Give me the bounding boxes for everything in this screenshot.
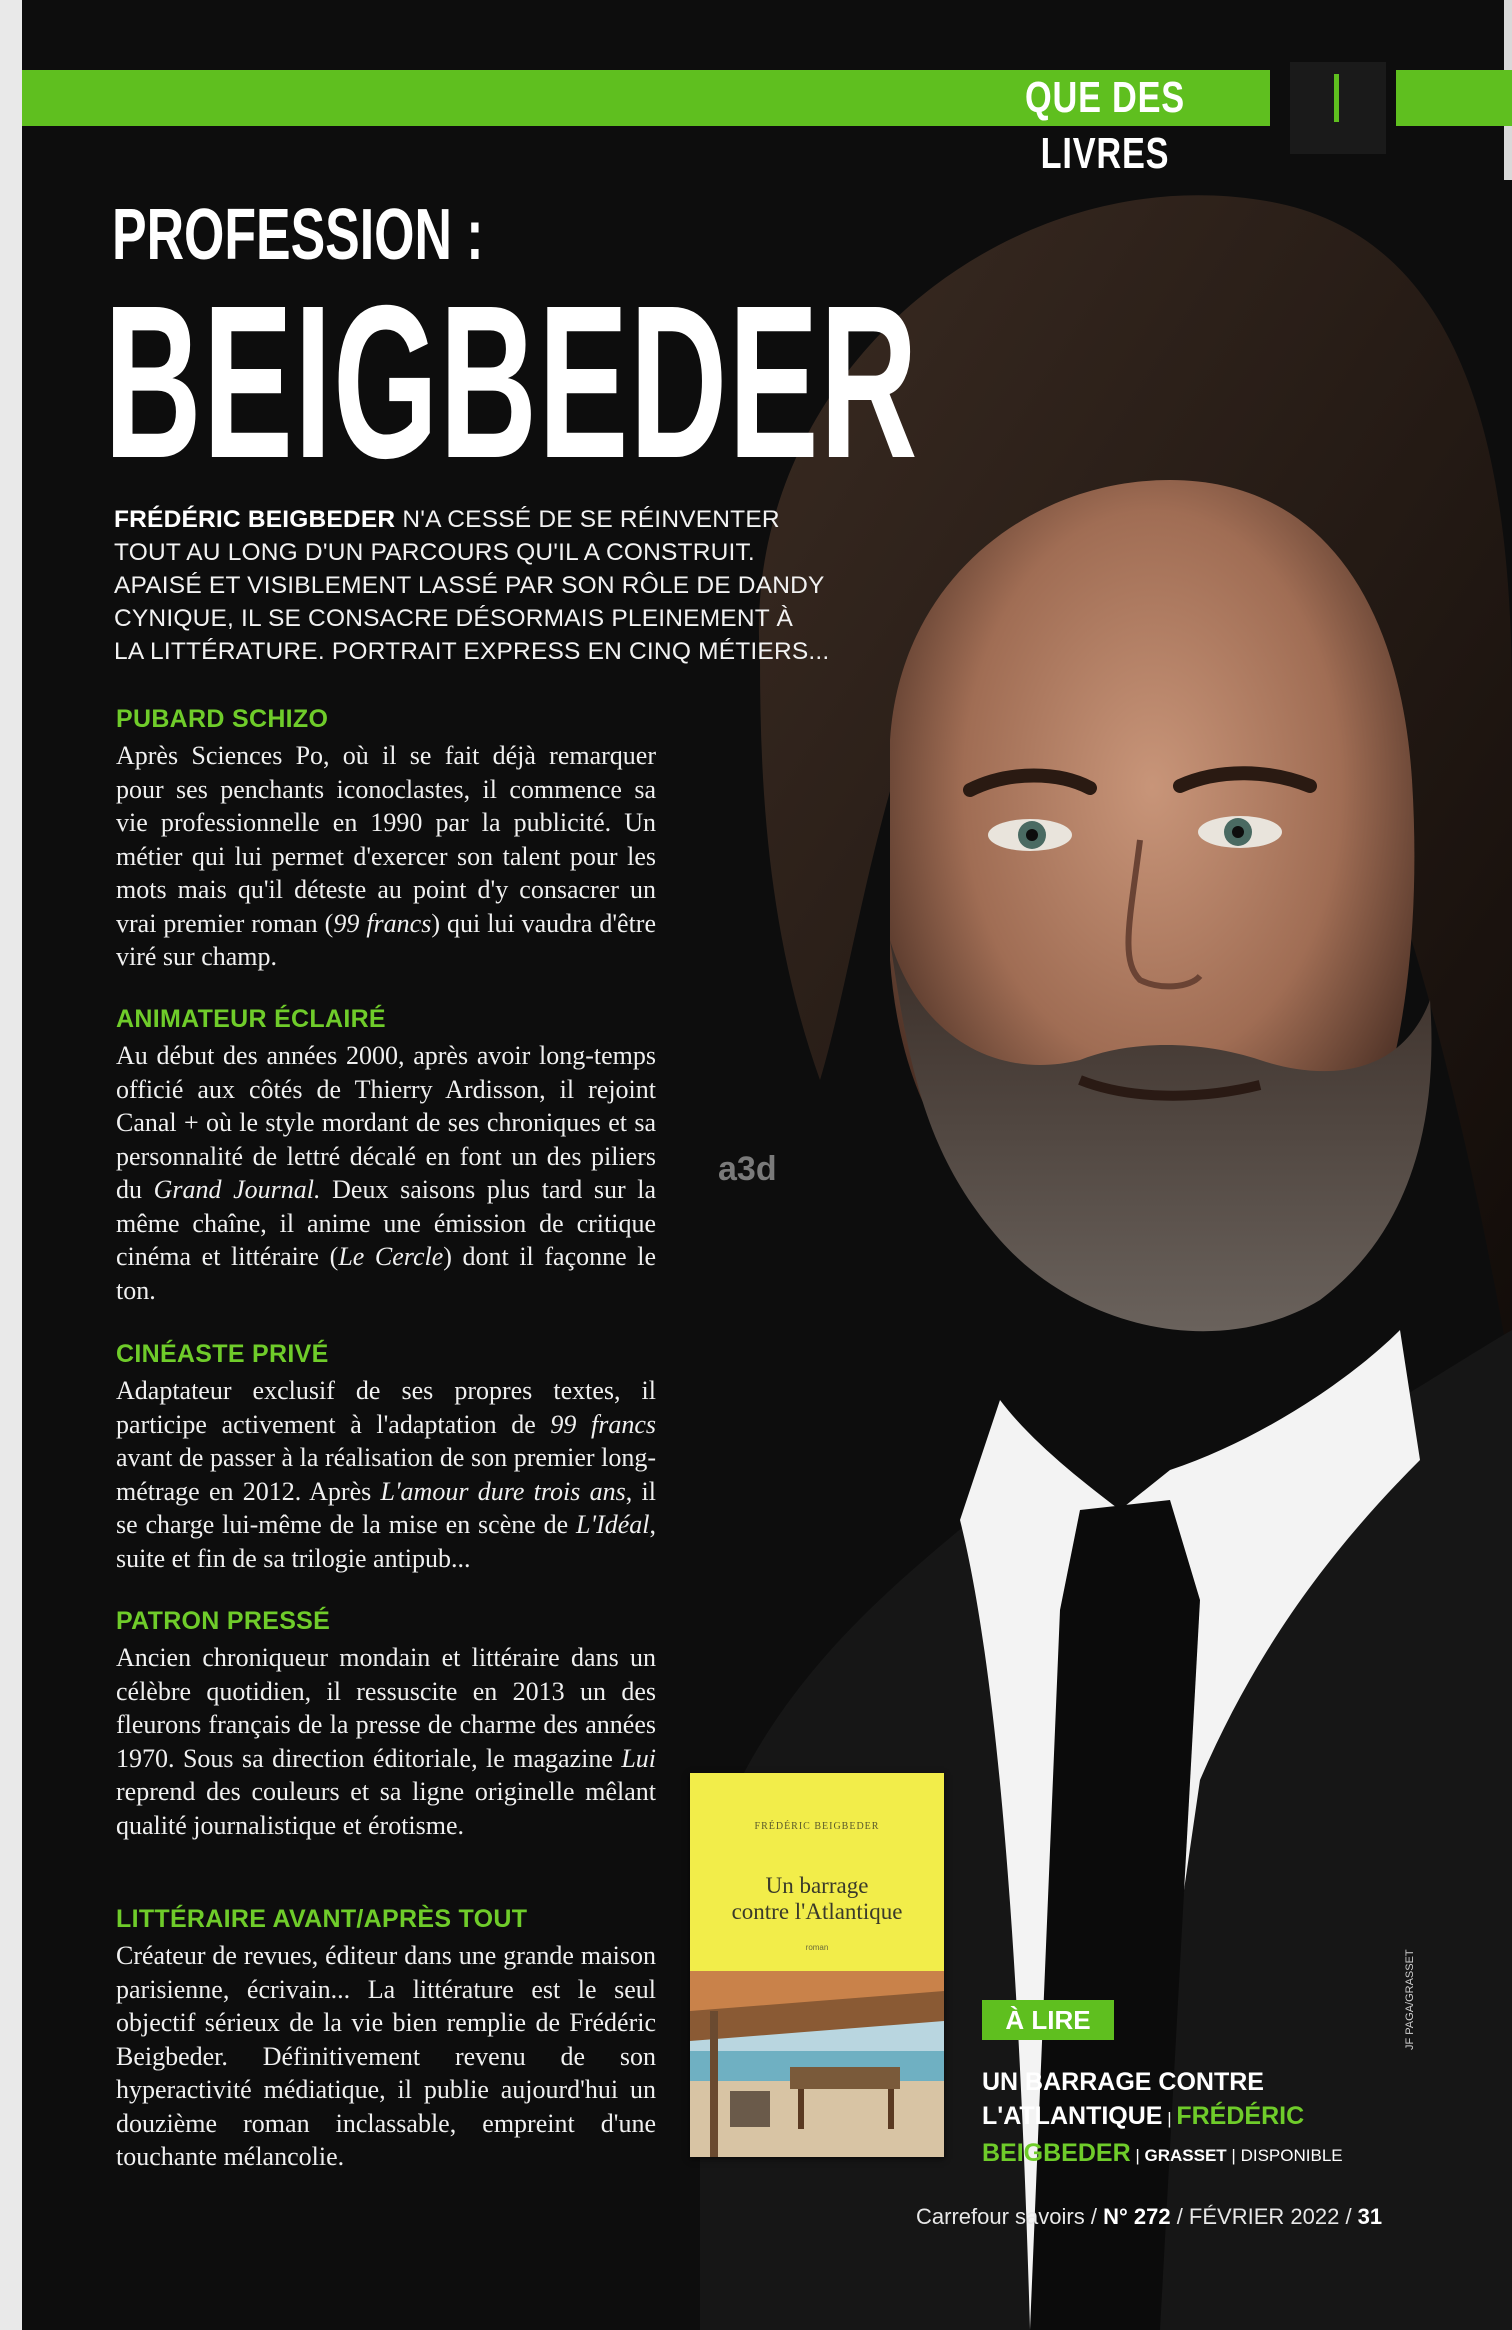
book-info-title: UN BARRAGE CONTRE — [982, 2068, 1264, 2096]
book-cover-author: FRÉDÉRIC BEIGBEDER — [754, 1821, 880, 1832]
body-italic: Grand Journal. — [153, 1175, 321, 1204]
standfirst-line: TOUT AU LONG D'UN PARCOURS QU'IL A CONSTRUIT. — [114, 539, 755, 566]
standfirst-line: CYNIQUE, IL SE CONSACRE DÉSORMAIS PLEINEMENT À — [114, 605, 794, 632]
header-green-band-right — [1396, 70, 1512, 126]
section-body — [116, 739, 656, 974]
headline-kicker: PROFESSION : — [112, 195, 484, 275]
body-text: avant de passer à la réalisation de son premier long-métrage en 2012. Après — [116, 1443, 656, 1506]
section-rubric: QUE DES LIVRES — [1025, 73, 1185, 178]
body-italic: L'Idéal — [576, 1510, 650, 1539]
standfirst — [114, 503, 834, 668]
body-italic: L'amour dure trois ans — [380, 1476, 626, 1506]
book-info-title: L'ATLANTIQUE — [982, 2102, 1163, 2130]
body-italic: Lui — [621, 1743, 656, 1773]
body-text: , il se charge lui-même de la mise en scène de — [116, 1476, 656, 1539]
book-info-author: BEIGBEDER — [982, 2139, 1131, 2167]
body-text: reprend des couleurs et sa ligne originelle mêlant qualité journalistique et érotisme. — [116, 1777, 656, 1840]
standfirst-lead: FRÉDÉRIC BEIGBEDER — [114, 506, 396, 533]
section-litteraire — [116, 1903, 656, 2174]
section-body — [116, 1641, 656, 1842]
book-info-author: FRÉDÉRIC — [1176, 2102, 1305, 2130]
folio-magazine: Carrefour savoirs — [916, 2204, 1085, 2229]
standfirst-line: LA LITTÉRATURE. PORTRAIT EXPRESS EN CINQ MÉTIERS... — [114, 638, 830, 665]
body-italic: Le Cercle — [338, 1242, 444, 1271]
section-heading: PATRON PRESSÉ — [116, 1607, 331, 1635]
section-heading: PUBARD SCHIZO — [116, 705, 329, 733]
book-info-sep: | — [1162, 2109, 1177, 2128]
body-text: Ancien chroniqueur mondain et littéraire dans un célèbre quotidien, il ressuscite en 2013 un des fleurons français de la presse de charme des années 1970. Sous sa direction éditoriale, le magazine — [116, 1643, 656, 1773]
book-cover-genre: roman — [805, 1943, 829, 1952]
body-text: Après Sciences Po, où il se fait déjà remarquer pour ses penchants iconoclastes, il commence sa vie professionnelle en 1990 par la publicité. Un métier qui lui permet d'exercer son talent pour les mots mais qu'il déteste au point d'y consacrer un vrai premier roman ( — [116, 741, 656, 938]
book-cover-title-line: Un barrage — [765, 1873, 869, 1898]
body-text: Adaptateur exclusif de ses propres textes, il participe activement à l'adaptation de — [116, 1376, 656, 1439]
body-text: , suite et fin de sa trilogie antipub... — [116, 1510, 656, 1573]
to-read-badge: À LIRE — [982, 2000, 1114, 2040]
folio-page-number: 31 — [1357, 2204, 1383, 2229]
book-info-sep: | — [1130, 2146, 1145, 2165]
folio-date: FÉVRIER 2022 — [1188, 2204, 1340, 2229]
section-body — [116, 1939, 656, 2174]
book-info-publisher: GRASSET — [1144, 2146, 1227, 2165]
book-cover-illustration — [690, 1971, 944, 2157]
section-heading: ANIMATEUR ÉCLAIRÉ — [116, 1005, 386, 1033]
section-body — [116, 1374, 656, 1575]
watermark: a3d — [718, 1150, 777, 1188]
book-info — [982, 2065, 1422, 2173]
book-cover-title — [690, 1873, 944, 1925]
section-patron-presse — [116, 1605, 656, 1842]
body-text: ) dont il façonne le ton. — [116, 1242, 657, 1305]
header-tab-bar — [1334, 74, 1339, 122]
body-italic: 99 francs — [550, 1409, 656, 1439]
book-cover — [690, 1773, 944, 2157]
page-folio: Carrefour savoirs / N° 272 / FÉVRIER 2022 / 31 — [916, 2204, 1383, 2229]
section-pubard-schizo — [116, 703, 656, 974]
section-cineaste-prive — [116, 1338, 656, 1575]
standfirst-line: APAISÉ ET VISIBLEMENT LASSÉ PAR SON RÔLE DE DANDY — [114, 572, 825, 599]
body-text: ) qui lui vaudra d'être viré sur champ. — [116, 908, 657, 971]
book-cover-title-line: contre l'Atlantique — [731, 1899, 903, 1924]
body-text: Deux saisons plus tard sur la même chaîne, il anime une émission de critique cinéma et littéraire ( — [116, 1175, 656, 1271]
body-italic: 99 francs — [333, 908, 432, 938]
body-text: Créateur de revues, éditeur dans une grande maison parisienne, écrivain... La littérature est le seul objectif sérieux de la vie bien remplie de Frédéric Beigbeder. Définitivement revenu de son hyperactivité médiatique, il publie aujourd'hui un douzième roman inclassable, empreint d'une touchante mélancolie. — [116, 1941, 656, 2171]
page-left-edge — [0, 0, 22, 2330]
folio-issue: N° 272 — [1103, 2204, 1171, 2229]
section-body — [116, 1039, 656, 1307]
section-animateur-eclaire — [116, 1003, 656, 1307]
book-info-sep: | — [1226, 2146, 1241, 2165]
book-info-availability: DISPONIBLE — [1240, 2146, 1343, 2165]
headline-title: BEIGBEDER — [104, 261, 919, 504]
standfirst-line: N'A CESSÉ DE SE RÉINVENTER — [402, 506, 780, 533]
photo-credit: JF PAGA/GRASSET — [1404, 1949, 1416, 2050]
body-text: Au début des années 2000, après avoir long-temps officié aux côtés de Thierry Ardisson, il rejoint Canal + où le style mordant de ses chroniques et sa personnalité de lettré décalé en font un des piliers du — [116, 1041, 656, 1204]
section-heading: LITTÉRAIRE AVANT/APRÈS TOUT — [116, 1905, 528, 1933]
section-heading: CINÉASTE PRIVÉ — [116, 1340, 329, 1368]
